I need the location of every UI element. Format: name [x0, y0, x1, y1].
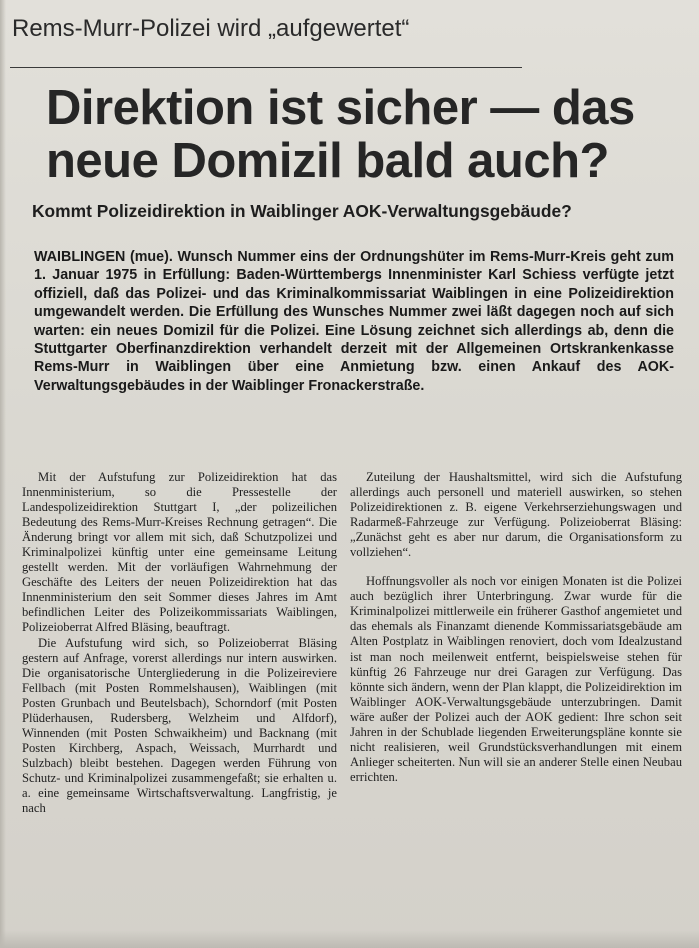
headline-line-1: Direktion ist sicher — das — [46, 81, 635, 135]
dateline: WAIBLINGEN (mue). — [34, 249, 173, 265]
kicker-underline — [10, 67, 522, 68]
kicker-line: Rems-Murr-Polizei wird „aufgewertet“ — [12, 15, 410, 42]
body-column-left — [22, 470, 337, 816]
body-paragraph: Die Aufstufung wird sich, so Polizeioberrat Bläsing gestern auf Anfrage, vorerst allerdings nur intern auswirken. Die organisatorische Untergliederung in die Polizeireviere Fellbach (mit Posten Rommelshausen), Waiblingen (mit Posten Grunbach und Beutelsbach), Schorndorf (mit Posten Plüderhausen, Rudersberg, Welzheim und Alfdorf), Winnenden (mit Posten Schwaikheim) und Backnang (mit Posten Kirchberg, Aspach, Weissach, Murrhardt und Sulzbach) bleibt bestehen. Dagegen werden Führung von Schutz- und Kriminalpolizei zusammengefaßt; sie erhalten u. a. eine gemeinsame Wirtschaftsverwaltung. Langfristig, je nach — [22, 635, 337, 816]
paper-edge-shadow — [0, 0, 6, 948]
body-paragraph: Mit der Aufstufung zur Polizeidirektion hat das Innenministerium, so die Pressestelle der Landespolizeidirektion Stuttgart I, „der polizeilichen Bedeutung des Rems-Murr-Kreises Rechnung getragen“. Die Änderung bringt vor allem mit sich, daß Schutzpolizei und Kriminalpolizei künftig unter eine gemeinsame Leitung gestellt werden. Mit der vorläufigen Wahrnehmung der Geschäfte des Leiters der neuen Polizeidirektion hat das Innenministerium den seit Sommer dieses Jahres im Amt befindlichen Leiter des Polizeikommissariats Waiblingen, Polizeioberrat Alfred Bläsing, beauftragt. — [22, 470, 337, 635]
headline-line-2: neue Domizil bald auch? — [46, 134, 609, 188]
body-paragraph: Hoffnungsvoller als noch vor einigen Monaten ist die Polizei auch bezüglich ihrer Unterbringung. Zwar wurde für die Kriminalpolizei mittlerweile ein früherer Gasthof angemietet und das ehemals als Finanzamt dienende Kommissariatsgebäude am Alten Postplatz in Waiblingen renoviert, doch vom Idealzustand ist man noch meilenweit entfernt, beispielsweise stehen für künftig 26 Fahrzeuge nur drei Garagen zur Verfügung. Das könnte sich ändern, wenn der Plan klappt, die Polizeidirektion im Waiblinger AOK-Verwaltungsgebäude unterzubringen. Damit wäre außer der Polizei auch der AOK gedient: Ihre schon seit Jahren in der Schublade liegenden Erweiterungspläne konnte sie nicht realisieren, weil Grundstücksverhandlungen mit einem Anlieger scheiterten. Nun will sie an anderer Stelle einen Neubau errichten. — [350, 574, 682, 784]
lead-text: Wunsch Nummer eins der Ordnungshüter im Rems-Murr-Kreis geht zum 1. Januar 1975 in Erfüllung: Baden-Württembergs Innenminister Karl Schiess verfügte jetzt offiziell, daß das Polizei- und das Kriminalkommissariat Waiblingen in eine Polizeidirektion umgewandelt werden. Die Erfüllung des Wunsches Nummer zwei läßt dagegen noch auf sich warten: ein neues Domizil für die Polizei. Eine Lösung zeichnet sich allerdings ab, denn die Stuttgarter Oberfinanzdirektion verhandelt derzeit mit der Allgemeinen Ortskrankenkasse Rems-Murr in Waiblingen über eine Anmietung bzw. einen Ankauf des AOK-Verwaltungsgebäudes in der Waiblinger Fronackerstraße. — [34, 249, 674, 394]
lead-paragraph — [34, 248, 674, 395]
subheadline: Kommt Polizeidirektion in Waiblinger AOK-Verwaltungsgebäude? — [32, 201, 572, 221]
paper-bottom-edge — [0, 930, 699, 948]
body-paragraph: Zuteilung der Haushaltsmittel, wird sich die Aufstufung allerdings auch personell und materiell auswirken, so stehen Polizeidirektionen z. B. eigene Verkehrserziehungswagen und Radarmeß-Fahrzeuge zur Verfügung. Polizeioberrat Bläsing: „Zunächst geht es aber nur darum, die Organisationsform zu vollziehen“. — [350, 470, 682, 560]
headline — [46, 82, 686, 188]
body-column-right — [350, 470, 682, 785]
